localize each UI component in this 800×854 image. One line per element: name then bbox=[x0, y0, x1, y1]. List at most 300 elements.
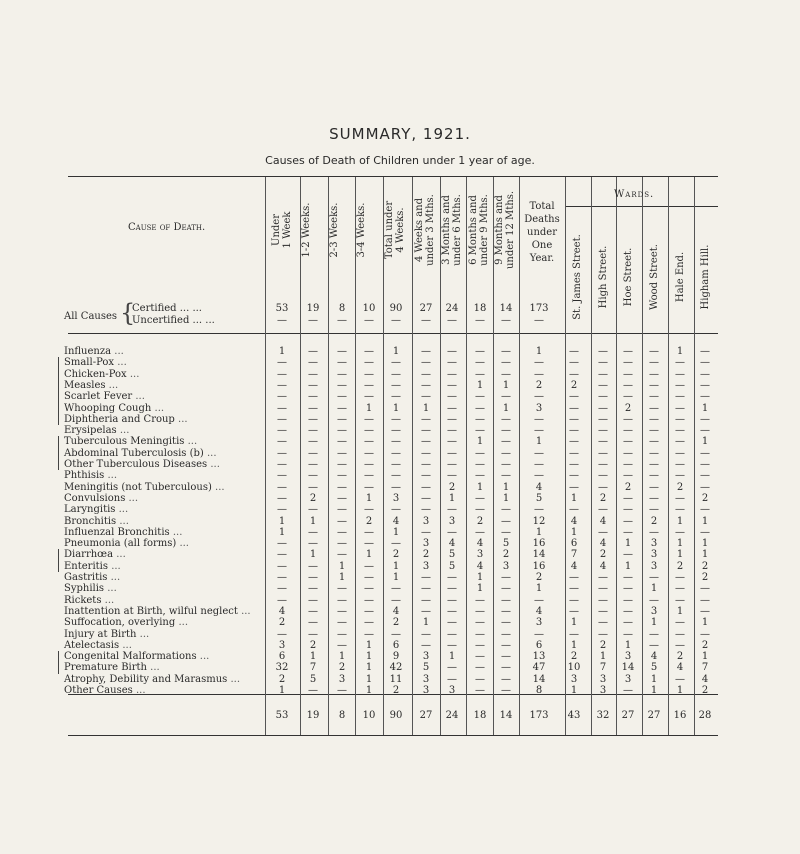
table-cell: — bbox=[700, 526, 710, 538]
table-cell: — bbox=[700, 470, 710, 482]
table-cell: — bbox=[364, 481, 374, 493]
table-cell: 2 bbox=[701, 685, 709, 696]
table-row-label bbox=[64, 527, 182, 538]
table-cell: 1 bbox=[448, 492, 456, 504]
table-cell: — bbox=[421, 315, 431, 326]
table-cell: — bbox=[337, 402, 347, 414]
table-cell: 3 bbox=[422, 560, 430, 572]
table-cell: — bbox=[700, 357, 710, 369]
table-cell: — bbox=[534, 391, 544, 403]
table-cell: — bbox=[421, 583, 431, 595]
table-cell: 1 bbox=[624, 639, 632, 651]
table-cell: — bbox=[569, 413, 579, 425]
table-cell: — bbox=[623, 572, 633, 583]
table-cell: 4 bbox=[570, 515, 578, 527]
table-cell: — bbox=[598, 572, 608, 583]
table-cell: — bbox=[501, 315, 511, 326]
table-cell: 4 bbox=[599, 515, 607, 527]
table-cell: — bbox=[364, 605, 374, 617]
table-cell: — bbox=[501, 685, 511, 696]
table-cell: — bbox=[700, 368, 710, 380]
table-cell: — bbox=[447, 504, 457, 516]
leader-dots: ... bbox=[104, 470, 118, 482]
table-cell: 1 bbox=[676, 549, 684, 561]
table-cell: — bbox=[501, 515, 511, 527]
table-cell: 2 bbox=[392, 685, 400, 696]
row-label-text: Suffocation, overlying bbox=[64, 617, 176, 629]
table-cell: — bbox=[308, 628, 318, 640]
table-cell: — bbox=[675, 470, 685, 482]
table-cell: — bbox=[501, 572, 511, 583]
table-cell: — bbox=[675, 628, 685, 640]
total-cell: 90 bbox=[389, 710, 403, 721]
age-column-header bbox=[441, 180, 465, 280]
table-cell: 3 bbox=[392, 492, 400, 504]
table-cell: — bbox=[337, 639, 347, 651]
table-row-label bbox=[64, 414, 188, 425]
table-cell: — bbox=[569, 572, 579, 583]
table-cell: 2 bbox=[701, 560, 709, 572]
table-cell: — bbox=[623, 504, 633, 516]
row-label-text: Congenital Malformations bbox=[64, 651, 197, 663]
table-cell: 2 bbox=[701, 639, 709, 651]
table-cell: — bbox=[534, 368, 544, 380]
table-cell: — bbox=[391, 379, 401, 391]
table-cell: — bbox=[277, 315, 287, 326]
table-cell: — bbox=[649, 436, 659, 448]
table-cell: — bbox=[700, 391, 710, 403]
total-cell: 14 bbox=[499, 710, 513, 721]
leader-dots: ... bbox=[175, 617, 188, 629]
ward-column-header: Hoe Street. bbox=[623, 247, 634, 307]
table-cell: — bbox=[569, 436, 579, 448]
table-cell: — bbox=[501, 651, 511, 663]
leader-dots: ... bbox=[111, 346, 124, 357]
total-cell: 24 bbox=[445, 710, 459, 721]
table-cell: — bbox=[649, 346, 659, 357]
table-cell: — bbox=[623, 425, 633, 437]
leader-dots: ... bbox=[115, 504, 129, 516]
table-cell: — bbox=[308, 685, 318, 696]
table-cell: — bbox=[649, 504, 659, 516]
row-label-text: Scarlet Fever bbox=[64, 391, 133, 403]
table-cell: — bbox=[569, 504, 579, 516]
total-cell: 53 bbox=[275, 710, 289, 721]
leader-dots: ... bbox=[227, 673, 240, 685]
table-cell: — bbox=[308, 617, 318, 629]
table-cell: — bbox=[623, 594, 633, 606]
table-cell: 1 bbox=[570, 639, 578, 651]
row-label-text: Phthisis bbox=[64, 470, 105, 482]
table-cell: — bbox=[623, 583, 633, 595]
table-row-label bbox=[64, 640, 132, 651]
table-cell: — bbox=[337, 515, 347, 527]
leader-dots: ... bbox=[116, 425, 130, 437]
table-cell: 173 bbox=[529, 303, 549, 314]
table-cell: — bbox=[649, 357, 659, 369]
table-cell: 1 bbox=[701, 549, 709, 561]
table-cell: 1 bbox=[392, 572, 400, 583]
table-cell: — bbox=[598, 413, 608, 425]
group-brace bbox=[58, 549, 61, 572]
table-row-label bbox=[64, 561, 121, 572]
table-row-label bbox=[64, 380, 118, 391]
table-cell: — bbox=[475, 368, 485, 380]
table-cell: 2 bbox=[422, 549, 430, 561]
table-cell: 53 bbox=[275, 303, 289, 314]
table-cell: — bbox=[421, 504, 431, 516]
table-cell: 1 bbox=[624, 538, 632, 550]
table-cell: 42 bbox=[389, 662, 403, 674]
table-cell: — bbox=[623, 605, 633, 617]
leader-dots: ... bbox=[196, 651, 210, 663]
table-cell: — bbox=[447, 470, 457, 482]
table-cell: — bbox=[277, 594, 287, 606]
table-cell: — bbox=[598, 594, 608, 606]
table-cell: — bbox=[337, 425, 347, 437]
table-cell: — bbox=[501, 583, 511, 595]
row-label-text: Other Tuberculous Diseases bbox=[64, 459, 208, 470]
table-cell: 1 bbox=[476, 572, 484, 583]
table-cell: — bbox=[308, 526, 318, 538]
total-deaths-header-line: Total bbox=[529, 201, 555, 212]
table-cell: — bbox=[277, 379, 287, 391]
table-cell: — bbox=[700, 425, 710, 437]
table-cell: — bbox=[649, 470, 659, 482]
table-cell: — bbox=[598, 459, 608, 470]
table-cell: 2 bbox=[676, 481, 684, 493]
total-deaths-header-line: One bbox=[531, 240, 553, 251]
table-cell: 3 bbox=[650, 605, 658, 617]
table-cell: — bbox=[364, 459, 374, 470]
table-cell: 1 bbox=[701, 538, 709, 550]
table-cell: — bbox=[391, 413, 401, 425]
total-cell: 27 bbox=[419, 710, 433, 721]
table-cell: 47 bbox=[532, 662, 546, 674]
table-cell: — bbox=[337, 504, 347, 516]
table-cell: — bbox=[534, 357, 544, 369]
all-causes-row-label: Uncertified ... ... bbox=[132, 315, 215, 326]
table-cell: — bbox=[649, 639, 659, 651]
table-cell: 3 bbox=[502, 560, 510, 572]
table-cell: — bbox=[475, 413, 485, 425]
table-cell: 1 bbox=[338, 651, 346, 663]
table-cell: 2 bbox=[365, 515, 373, 527]
table-row-label bbox=[64, 674, 240, 685]
table-row-label bbox=[64, 572, 120, 583]
table-cell: — bbox=[675, 425, 685, 437]
row-label-text: Other Causes bbox=[64, 685, 133, 696]
table-cell: — bbox=[623, 379, 633, 391]
age-column-header-line: under 12 Mths. bbox=[505, 190, 516, 270]
table-cell: 1 bbox=[676, 538, 684, 550]
total-cell: 32 bbox=[596, 710, 610, 721]
table-cell: — bbox=[623, 492, 633, 504]
table-cell: — bbox=[277, 436, 287, 448]
table-rule bbox=[68, 735, 718, 736]
table-cell: — bbox=[475, 391, 485, 403]
total-deaths-header-line: Deaths bbox=[524, 214, 560, 225]
table-cell: — bbox=[649, 391, 659, 403]
table-cell: — bbox=[337, 413, 347, 425]
table-row-label bbox=[64, 662, 160, 673]
table-cell: — bbox=[337, 526, 347, 538]
table-cell: — bbox=[475, 425, 485, 437]
table-cell: — bbox=[675, 447, 685, 459]
table-cell: — bbox=[447, 572, 457, 583]
table-cell: — bbox=[475, 315, 485, 326]
table-cell: — bbox=[308, 583, 318, 595]
table-cell: 2 bbox=[278, 673, 286, 685]
table-cell: — bbox=[569, 447, 579, 459]
table-cell: — bbox=[675, 391, 685, 403]
table-cell: — bbox=[675, 639, 685, 651]
table-cell: — bbox=[501, 605, 511, 617]
total-cell: 10 bbox=[362, 710, 376, 721]
table-cell: — bbox=[364, 560, 374, 572]
row-label-text: Inattention at Birth, wilful neglect bbox=[64, 605, 238, 617]
table-cell: 3 bbox=[599, 685, 607, 696]
table-cell: — bbox=[700, 459, 710, 470]
table-cell: — bbox=[391, 470, 401, 482]
table-cell: — bbox=[475, 662, 485, 674]
table-cell: 14 bbox=[621, 662, 635, 674]
row-label-text: Atelectasis bbox=[64, 639, 120, 651]
table-cell: — bbox=[675, 402, 685, 414]
table-cell: — bbox=[277, 481, 287, 493]
table-cell: — bbox=[700, 413, 710, 425]
table-cell: 4 bbox=[392, 515, 400, 527]
table-cell: 2 bbox=[701, 492, 709, 504]
table-cell: — bbox=[534, 470, 544, 482]
age-column-header bbox=[414, 180, 438, 280]
table-cell: 3 bbox=[535, 402, 543, 414]
table-cell: — bbox=[649, 459, 659, 470]
table-cell: 5 bbox=[650, 662, 658, 674]
table-cell: — bbox=[308, 357, 318, 369]
table-cell: — bbox=[700, 628, 710, 640]
table-cell: 11 bbox=[389, 673, 403, 685]
age-column-header-line: under 9 Mths. bbox=[479, 194, 490, 266]
table-cell: — bbox=[534, 594, 544, 606]
table-row-label bbox=[64, 549, 126, 560]
table-cell: — bbox=[421, 436, 431, 448]
table-cell: — bbox=[447, 628, 457, 640]
table-cell: 1 bbox=[535, 436, 543, 448]
table-cell: — bbox=[337, 685, 347, 696]
table-cell: — bbox=[447, 526, 457, 538]
table-cell: — bbox=[623, 346, 633, 357]
table-cell: 2 bbox=[535, 379, 543, 391]
table-cell: 1 bbox=[502, 402, 510, 414]
table-cell: 14 bbox=[532, 673, 546, 685]
table-cell: — bbox=[475, 346, 485, 357]
table-cell: 2 bbox=[676, 560, 684, 572]
total-cell: 28 bbox=[698, 710, 712, 721]
table-cell: — bbox=[308, 504, 318, 516]
table-cell: — bbox=[337, 549, 347, 561]
table-cell: — bbox=[700, 481, 710, 493]
table-row-label bbox=[64, 538, 189, 549]
table-cell: — bbox=[598, 605, 608, 617]
table-cell: — bbox=[447, 583, 457, 595]
table-cell: — bbox=[421, 447, 431, 459]
table-cell: — bbox=[598, 436, 608, 448]
total-cell: 173 bbox=[529, 710, 549, 721]
table-cell: 4 bbox=[570, 560, 578, 572]
table-cell: — bbox=[277, 447, 287, 459]
table-cell: 1 bbox=[422, 402, 430, 414]
row-label-text: Chicken-Pox bbox=[64, 368, 127, 380]
table-cell: — bbox=[700, 583, 710, 595]
row-label-text: Small-Pox bbox=[64, 357, 115, 369]
table-cell: — bbox=[337, 492, 347, 504]
table-cell: — bbox=[475, 628, 485, 640]
table-cell: — bbox=[364, 628, 374, 640]
table-cell: 1 bbox=[365, 402, 373, 414]
leader-dots: ... bbox=[211, 481, 225, 493]
table-cell: — bbox=[308, 402, 318, 414]
table-cell: — bbox=[364, 504, 374, 516]
age-column-header-line: 9 Months and bbox=[494, 195, 505, 265]
row-label-text: Gastritis bbox=[64, 572, 108, 583]
table-cell: 3 bbox=[422, 685, 430, 696]
table-cell: — bbox=[421, 413, 431, 425]
table-cell: — bbox=[337, 594, 347, 606]
table-cell: — bbox=[447, 639, 457, 651]
table-cell: — bbox=[447, 402, 457, 414]
table-cell: 1 bbox=[650, 617, 658, 629]
table-cell: 1 bbox=[502, 492, 510, 504]
table-cell: — bbox=[649, 481, 659, 493]
table-cell: — bbox=[337, 628, 347, 640]
table-row-label bbox=[64, 425, 129, 436]
table-cell: — bbox=[501, 504, 511, 516]
table-cell: — bbox=[308, 538, 318, 550]
table-cell: 3 bbox=[570, 673, 578, 685]
table-row-label bbox=[64, 391, 145, 402]
table-cell: — bbox=[277, 560, 287, 572]
table-cell: — bbox=[277, 628, 287, 640]
table-cell: — bbox=[277, 357, 287, 369]
age-column-header-line: under 6 Mths. bbox=[452, 194, 463, 266]
table-cell: — bbox=[475, 402, 485, 414]
table-cell: 2 bbox=[309, 492, 317, 504]
table-cell: — bbox=[277, 538, 287, 550]
table-cell: 1 bbox=[278, 526, 286, 538]
table-cell: — bbox=[475, 447, 485, 459]
table-cell: — bbox=[447, 315, 457, 326]
table-cell: — bbox=[623, 515, 633, 527]
table-cell: 8 bbox=[338, 303, 346, 314]
table-cell: — bbox=[501, 459, 511, 470]
table-row-label bbox=[64, 448, 217, 459]
leader-dots: ... bbox=[169, 526, 183, 538]
table-cell: 1 bbox=[676, 515, 684, 527]
table-cell: — bbox=[337, 391, 347, 403]
table-cell: — bbox=[534, 425, 544, 437]
table-cell: — bbox=[598, 526, 608, 538]
table-cell: — bbox=[364, 470, 374, 482]
table-cell: 1 bbox=[365, 651, 373, 663]
table-cell: — bbox=[569, 605, 579, 617]
leader-dots: ... bbox=[108, 560, 121, 572]
table-cell: 3 bbox=[624, 651, 632, 663]
table-cell: — bbox=[675, 594, 685, 606]
table-cell: 1 bbox=[476, 481, 484, 493]
table-cell: — bbox=[447, 594, 457, 606]
cause-of-death-header: Cause of Death. bbox=[128, 222, 206, 233]
table-row-label bbox=[64, 482, 225, 493]
all-causes-label: All Causes bbox=[64, 311, 118, 322]
table-cell: 1 bbox=[701, 402, 709, 414]
table-cell: — bbox=[598, 425, 608, 437]
table-cell: — bbox=[569, 402, 579, 414]
table-cell: — bbox=[475, 617, 485, 629]
table-cell: 3 bbox=[422, 538, 430, 550]
table-cell: — bbox=[534, 315, 544, 326]
table-cell: 1 bbox=[392, 346, 400, 357]
table-cell: — bbox=[391, 504, 401, 516]
table-cell: — bbox=[447, 379, 457, 391]
table-cell: — bbox=[675, 617, 685, 629]
table-cell: 1 bbox=[392, 526, 400, 538]
table-cell: 1 bbox=[502, 481, 510, 493]
table-cell: 2 bbox=[599, 639, 607, 651]
table-cell: — bbox=[598, 617, 608, 629]
table-cell: — bbox=[447, 346, 457, 357]
age-column-header bbox=[356, 180, 380, 280]
group-brace bbox=[58, 436, 61, 470]
table-cell: — bbox=[475, 526, 485, 538]
table-cell: — bbox=[421, 594, 431, 606]
table-cell: 2 bbox=[624, 481, 632, 493]
table-cell: — bbox=[308, 481, 318, 493]
table-cell: 12 bbox=[532, 515, 546, 527]
table-cell: — bbox=[700, 379, 710, 391]
table-cell: — bbox=[421, 605, 431, 617]
table-cell: 1 bbox=[309, 549, 317, 561]
table-cell: — bbox=[598, 504, 608, 516]
table-rule bbox=[68, 176, 718, 177]
table-cell: — bbox=[501, 425, 511, 437]
table-cell: 4 bbox=[599, 538, 607, 550]
table-cell: 6 bbox=[570, 538, 578, 550]
row-label-text: Pneumonia (all forms) bbox=[64, 538, 177, 550]
table-cell: 1 bbox=[476, 379, 484, 391]
table-cell: — bbox=[675, 368, 685, 380]
table-cell: — bbox=[501, 447, 511, 459]
row-label-text: Rickets bbox=[64, 594, 102, 606]
row-label-text: Enteritis bbox=[64, 560, 109, 572]
table-cell: 7 bbox=[570, 549, 578, 561]
table-cell: 4 bbox=[676, 662, 684, 674]
leader-dots: ... bbox=[207, 459, 220, 470]
row-label-text: Syphilis bbox=[64, 583, 105, 595]
table-cell: 4 bbox=[476, 538, 484, 550]
table-cell: 90 bbox=[389, 303, 403, 314]
table-cell: — bbox=[501, 470, 511, 482]
table-cell: — bbox=[391, 315, 401, 326]
table-cell: 1 bbox=[676, 685, 684, 696]
leader-dots: ... bbox=[116, 515, 129, 527]
table-cell: 1 bbox=[624, 560, 632, 572]
table-cell: 1 bbox=[278, 685, 286, 696]
table-cell: 2 bbox=[392, 617, 400, 629]
table-row-label bbox=[64, 403, 164, 414]
age-column-header-line: 4 Weeks and bbox=[414, 198, 425, 263]
row-label-text: Premature Birth bbox=[64, 662, 147, 674]
